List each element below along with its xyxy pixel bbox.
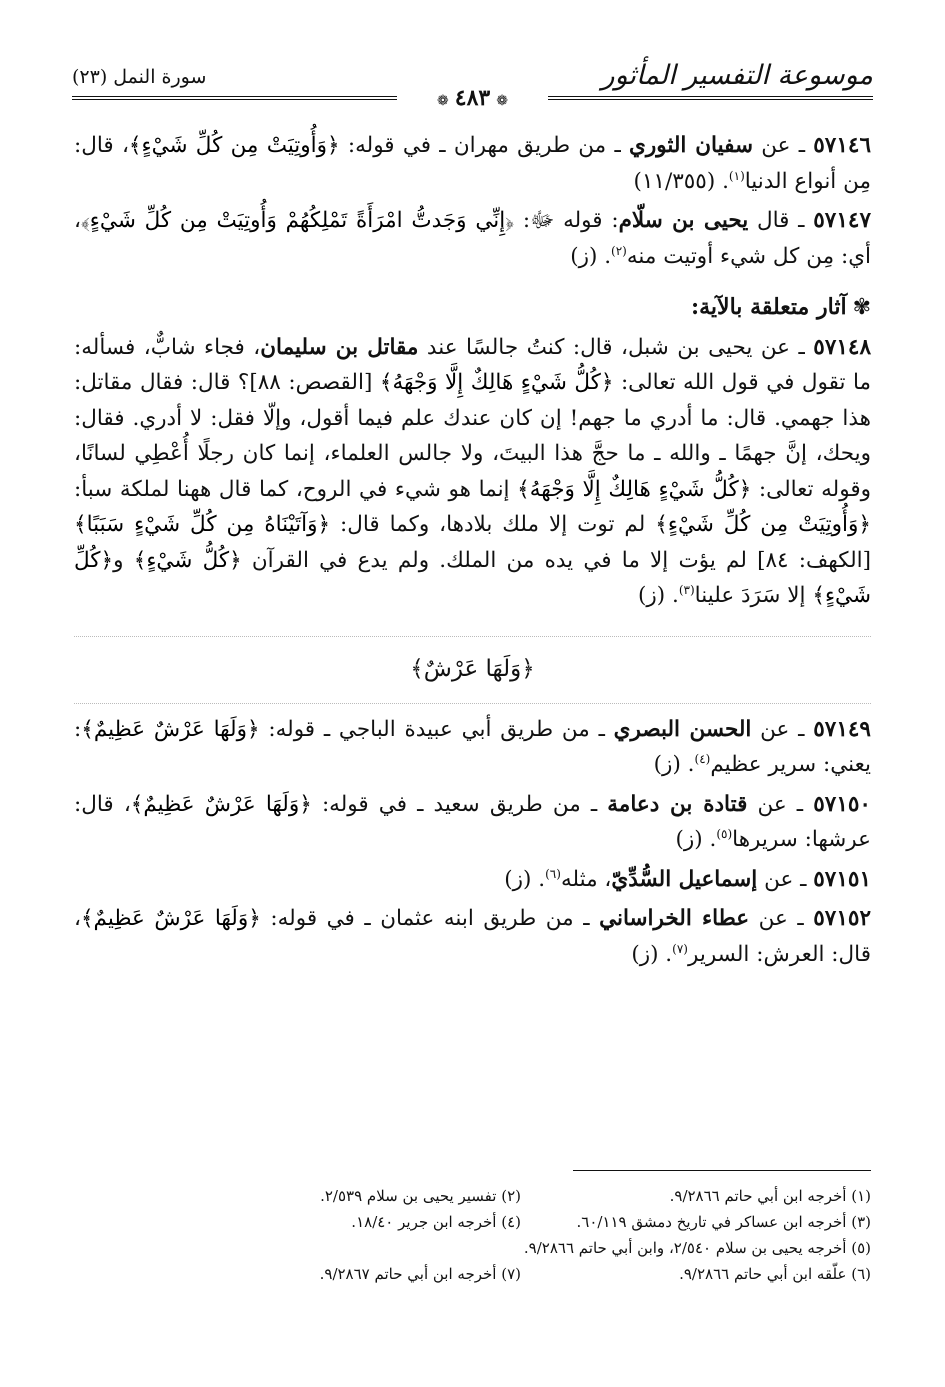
narration-text: ، فجاء شابٌّ، فسأله: ما تقول في قول الله تعالى:	[74, 334, 872, 395]
narrator-name: إسماعيل السُّدِّيّ	[611, 866, 758, 892]
footnote-ref[interactable]: (٣)	[678, 582, 695, 597]
narration-text: ، أي: مِن كل شيء أوتيت منه	[74, 208, 871, 269]
flower-icon: ✾	[852, 295, 871, 320]
ornament-icon: ❁	[496, 93, 508, 109]
reference-mark: . (ز)	[638, 583, 679, 608]
footnote-item: (٥) أخرجه يحيى بن سلام ٢/٥٤٠، وابن أبي حاتم ٩/٢٨٦٦.	[523, 1239, 871, 1257]
narration-number: ٥٧١٤٩	[813, 716, 871, 742]
narration-text: ، قال: مِن أنواع الدنيا	[74, 133, 871, 194]
narration-text: ـ عن	[757, 866, 814, 892]
narration-text: : قوله ﷻ:	[514, 208, 619, 233]
series-title: موسوعة التفسير المأثور	[601, 60, 873, 91]
narration-text: [القصص: ٨٨]؟ قال: فقال مقاتل: هذا جهمي. قال: ما أدري ما جهم! إن كان عندك علم فيما أقول، وإلّا فقل: لا أدري. فقال: ويحك، إنَّ جهمًا ـ والله ـ ما حجَّ هذا البيتَ، ولا جالس العلماء، إنما كان رجلًا أُعْطِي لسانًا، وقوله تعالى:	[74, 370, 871, 502]
narration-text: ـ من طريق سعيد ـ في قوله:	[311, 791, 608, 817]
footnote-ref[interactable]: (٥)	[716, 826, 733, 841]
reference-mark: . (١١/٣٥٥)	[633, 168, 729, 194]
narration-text: ، قال: عرشها: سريرها	[74, 791, 871, 852]
narration-number: ٥٧١٥١	[813, 866, 871, 892]
footnote-ref[interactable]: (١)	[728, 168, 745, 183]
footnote-item: (٣) أخرجه ابن عساكر في تاريخ دمشق ٦٠/١١٩.	[576, 1213, 871, 1231]
narration-entry	[74, 901, 871, 972]
narration-number: ٥٧١٤٧	[813, 208, 871, 233]
reference-mark: . (ز)	[653, 752, 695, 777]
quran-quote: ﴿وَآتَيْنَاهُ مِن كُلِّ شَيْءٍ سَبَبًا﴾	[74, 512, 331, 537]
narration-text: ـ من طريق ابنه عثمان ـ في قوله:	[260, 906, 600, 931]
narration-entry	[74, 862, 871, 898]
surah-label: سورة النمل (٢٣)	[72, 66, 207, 88]
quran-quote: ﴿وَأُوتِيَتْ مِن كُلِّ شَيْءٍ﴾	[655, 512, 871, 537]
ornament-icon: ❁	[437, 93, 449, 109]
reference-mark: . (ز)	[570, 243, 612, 269]
narration-text: ـ عن	[747, 791, 814, 817]
narrator-name: الحسن البصري	[613, 716, 752, 742]
narration-number: ٥٧١٥٢	[813, 906, 871, 931]
footnote-separator	[573, 1170, 871, 1171]
narration-text: ، مثله	[560, 866, 612, 892]
narration-text: ـ عن	[749, 906, 814, 931]
narration-entry	[74, 330, 871, 614]
footnote-item: (١) أخرجه ابن أبي حاتم ٩/٢٨٦٦.	[669, 1187, 871, 1205]
quran-quote: ﴿كُلُّ شَيْءٍ هَالِكٌ إِلَّا وَجْهَهُ﴾	[379, 370, 614, 395]
section-heading	[74, 290, 871, 326]
verse-heading: ﴿وَلَهَا عَرْشٌ﴾	[410, 655, 535, 682]
narration-number: ٥٧١٤٦	[813, 133, 871, 158]
narration-text: ـ عن يحيى بن شبل، قال: كنتُ جالسًا عند	[418, 334, 814, 360]
narration-text: ـ من طريق مهران ـ في قوله:	[339, 133, 630, 158]
narrator-name: قتادة بن دعامة	[607, 791, 748, 817]
footnotes	[74, 1170, 871, 1287]
narration-number: ٥٧١٥٠	[813, 791, 871, 817]
page-number: ٤٨٣	[454, 85, 491, 111]
footnote-ref[interactable]: (٧)	[672, 941, 688, 956]
reference-mark: . (ز)	[631, 941, 673, 967]
footnote-ref[interactable]: (٤)	[694, 751, 711, 766]
footnote-item: (٢) تفسير يحيى بن سلام ٢/٥٣٩.	[320, 1187, 521, 1205]
narration-entry	[74, 712, 871, 783]
narration-number: ٥٧١٤٨	[813, 334, 872, 360]
footnote-ref[interactable]: (٢)	[611, 243, 627, 258]
footnote-item: (٦) علّقه ابن أبي حاتم ٩/٢٨٦٦.	[679, 1265, 871, 1283]
reference-mark: . (ز)	[675, 827, 717, 852]
narration-text: ـ عن	[752, 133, 814, 158]
narration-text: إنما هو شيء في الروح، كما قال ههنا لملكة سبأ:	[74, 476, 518, 502]
narration-text: ـ قال	[748, 208, 814, 233]
narration-text: ـ من طريق أبي عبيدة الباجي ـ قوله:	[259, 716, 614, 742]
footnote-row	[74, 1235, 871, 1261]
quran-quote: ﴿كُلُّ شَيْءٍ هَالِكٌ إِلَّا وَجْهَهُ﴾	[517, 476, 752, 502]
footnote-row	[74, 1261, 871, 1287]
section-heading-text: آثار متعلقة بالآية:	[691, 294, 847, 320]
quran-quote: ﴿كُلُّ شَيْءٍ﴾	[133, 547, 242, 573]
quran-quote: ﴿وَأُوتِيَتْ مِن كُلِّ شَيْءٍ﴾	[128, 133, 340, 158]
narration-text: لم توت إلا ملك بلادها، وكما قال:	[330, 512, 656, 537]
narration-text: [الكهف: ٨٤] لم يؤت إلا ما في يده من الملك. ولم يدع في القرآن	[241, 547, 871, 573]
footnote-item: (٧) أخرجه ابن أبي حاتم ٩/٢٨٦٧.	[319, 1265, 521, 1283]
footnote-item: (٤) أخرجه ابن جرير ١٨/٤٠.	[351, 1213, 521, 1231]
footnote-row	[74, 1209, 871, 1235]
narrator-name: عطاء الخراساني	[599, 906, 750, 931]
narration-entry	[74, 128, 871, 199]
footnote-row	[74, 1183, 871, 1209]
quran-quote: ﴿كُلِّ شَيْءٍ﴾	[74, 547, 871, 608]
narration-entry	[74, 203, 871, 274]
narration-text: ، قال: العرش: السرير	[74, 906, 871, 967]
narration-text: ـ عن	[751, 716, 814, 742]
verse-heading-box	[74, 636, 871, 704]
narration-text: : يعني: سرير عظيم	[74, 716, 871, 777]
narration-entry	[74, 787, 871, 858]
quran-quote: ﴿وَلَهَا عَرْشٌ عَظِيمٌ﴾	[130, 791, 312, 817]
narrator-name: مقاتل بن سليمان	[260, 334, 419, 360]
page-header	[72, 56, 873, 112]
reference-mark: . (ز)	[504, 866, 546, 892]
narration-text: و	[113, 547, 134, 573]
quran-quote: ﴿إِنِّي وَجَدتُّ امْرَأَةً تَمْلِكُهُمْ وَأُوتِيَتْ مِن كُلِّ شَيْءٍ﴾	[80, 208, 515, 233]
main-text	[74, 128, 871, 976]
quran-quote: ﴿وَلَهَا عَرْشٌ عَظِيمٌ﴾	[81, 716, 260, 742]
quran-quote: ﴿وَلَهَا عَرْشٌ عَظِيمٌ﴾	[80, 906, 261, 931]
footnote-ref[interactable]: (٦)	[545, 866, 561, 881]
narrator-name: سفيان الثوري	[629, 133, 753, 158]
narrator-name: يحيى بن سلّام	[618, 208, 749, 233]
narration-text: إلا سَرَدَ علينا	[694, 583, 813, 608]
header-rule-left	[72, 96, 397, 100]
